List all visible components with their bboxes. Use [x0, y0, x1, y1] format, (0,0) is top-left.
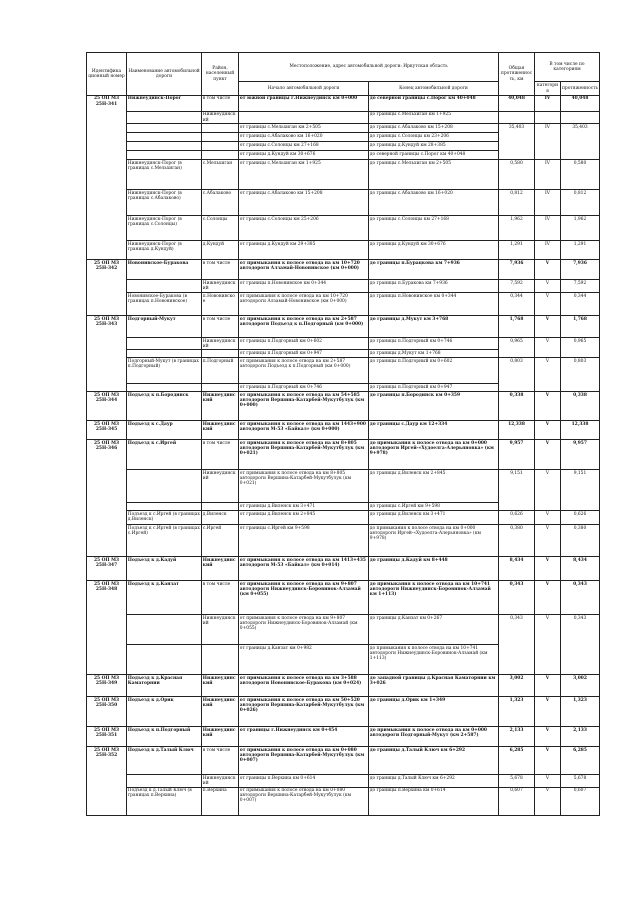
- road-category: V: [535, 557, 561, 581]
- road-start: от примыкания к полосе отвода на км 54+585 автодороги Вершина-Катарбей-Мукутбулук (км 0+000): [239, 392, 369, 421]
- road-name: Подъезд к п.Подгорный: [127, 727, 202, 747]
- road-start: от границы с.Мельхиган км 1+925: [239, 160, 369, 190]
- road-extent: 0,343: [561, 581, 600, 615]
- road-category: V: [535, 260, 561, 280]
- road-start: [239, 112, 369, 124]
- road-end: до границы п.Новонивское км 0+344: [369, 293, 499, 316]
- road-end: до границы п.Верхина км 0+614: [369, 787, 499, 815]
- road-name: Подъезд к д.Канзат: [127, 581, 202, 615]
- table-row: [87, 260, 600, 280]
- table-row: [87, 697, 600, 727]
- table-row: [87, 470, 600, 503]
- road-end: до границы д.Мукут км 1+768: [369, 350, 499, 358]
- road-end: до границы д.Кадуй км 8+448: [369, 557, 499, 581]
- road-length: 1,291: [499, 241, 535, 260]
- road-name: Нижнеудинск-Порог: [127, 96, 202, 112]
- road-area: [202, 384, 239, 392]
- road-extent: 35,403: [561, 124, 600, 160]
- road-start: от примыкания к полосе отвода на км 0+080 автодороги Вершина-Катарбей-Мукутбулук (км 0+007): [239, 787, 369, 815]
- road-length: 0,343: [499, 615, 535, 675]
- road-length: 12,338: [499, 421, 535, 440]
- road-area: Нижнеудинский: [202, 470, 239, 503]
- table-row: [87, 787, 600, 815]
- road-start: от примыкания к полосе отвода на км 10+720 автодороги Алзамай-Новонивское (км 0+000): [239, 260, 369, 280]
- road-area: [202, 503, 239, 511]
- road-area: п.Подгорный: [202, 358, 239, 384]
- road-end: до границы с.Абалаково км 16+020: [369, 190, 499, 216]
- road-name: Подъезд к д.Кадуй: [127, 557, 202, 581]
- road-extent: 9,957: [561, 440, 600, 470]
- road-extent: 5,678: [561, 775, 600, 787]
- road-extent: 2,133: [561, 727, 600, 747]
- road-name: [127, 142, 202, 151]
- road-start: от границы с.Абалаково км 15+208: [239, 190, 369, 216]
- road-extent: 0,580: [561, 160, 600, 190]
- road-area: Нижнеудинский: [202, 775, 239, 787]
- road-extent: 0,626: [561, 511, 600, 525]
- header-ext: протяженность: [561, 82, 600, 96]
- road-area: в том числе: [202, 96, 239, 112]
- road-end: до границы д.Виленск км 2+845: [369, 470, 499, 503]
- road-name: [127, 645, 202, 675]
- table-row: [87, 440, 600, 470]
- road-end: до границы с.Даур км 12+334: [369, 421, 499, 440]
- table-row: [87, 112, 600, 124]
- table-row: [87, 525, 600, 557]
- road-end: до границы д.Виленск км 3+471: [369, 511, 499, 525]
- header-cat: категория: [535, 82, 561, 96]
- road-id: 25 ОП М3 25Н-341: [87, 96, 127, 260]
- table-row: [87, 124, 600, 133]
- road-area: Нижнеудинский: [202, 392, 239, 421]
- road-id: 25 ОП М3 25Н-346: [87, 440, 127, 557]
- road-area: [202, 124, 239, 133]
- road-extent: 12,338: [561, 421, 600, 440]
- road-area: Нижнеудинский: [202, 112, 239, 124]
- road-start: от границы д.Кундуй км 30+676: [239, 151, 369, 160]
- road-id: 25 ОП М3 25Н-345: [87, 421, 127, 440]
- road-area: Нижнеудинский: [202, 280, 239, 293]
- road-name: Подъезд к д.Талый Ключ (в границах п.Верхина): [127, 787, 202, 815]
- road-end: до границы п.Подгорный км 0+746: [369, 338, 499, 350]
- road-category: V: [535, 338, 561, 358]
- road-end: до границы д.Кундуй км 28+385: [369, 142, 499, 151]
- road-name: [127, 615, 202, 645]
- road-name: Подъезд к с.Даур: [127, 421, 202, 440]
- road-length: 0,343: [499, 581, 535, 615]
- road-length: 8,434: [499, 557, 535, 581]
- road-start: от границы п.Подгорный км 0+746: [239, 384, 369, 392]
- road-length: 7,592: [499, 280, 535, 293]
- table-row: [87, 160, 600, 190]
- road-id: 25 ОП М3 25Н-347: [87, 557, 127, 581]
- road-extent: 1,768: [561, 316, 600, 338]
- road-end: до западной границы д.Красная Каматорнии км 3+026: [369, 675, 499, 697]
- road-extent: 9,151: [561, 470, 600, 511]
- road-category: V: [535, 747, 561, 775]
- road-end: до границы с.Мельхиган км 2+505: [369, 160, 499, 190]
- road-name: [127, 503, 202, 511]
- road-length: 1,768: [499, 316, 535, 338]
- road-area: в том числе: [202, 581, 239, 615]
- table-row: [87, 557, 600, 581]
- road-end: до границы п.Буракова км 7+936: [369, 280, 499, 293]
- road-category: IV: [535, 190, 561, 216]
- header-area: Район, населенный пункт: [202, 53, 239, 96]
- road-id: 25 ОП М3 25Н-350: [87, 697, 127, 727]
- road-name: Подгорный-Мукут (в границах п.Подгорный): [127, 358, 202, 384]
- road-start: от границы п.Подгорный км 0+947: [239, 350, 369, 358]
- road-end: до границы д.Талый Ключ км 6+292: [369, 775, 499, 787]
- road-name: Подъезд к д.Талый Ключ: [127, 747, 202, 775]
- table-row: [87, 358, 600, 384]
- table-row: [87, 747, 600, 775]
- road-area: [202, 151, 239, 160]
- road-category: V: [535, 293, 561, 316]
- road-id: 25 ОП М3 25Н-348: [87, 581, 127, 675]
- header-location: Местоположение, адрес автомобильной дороги: Иркутская область: [239, 53, 499, 82]
- table-row: [87, 241, 600, 260]
- road-name: [127, 112, 202, 124]
- road-category: V: [535, 675, 561, 697]
- road-end: до примыкания к полосе отвода на км 0+000 автодороги Иргей-«Худоелга-Алерьяновка» (км 9+978): [369, 440, 499, 470]
- road-extent: 1,962: [561, 216, 600, 241]
- road-name: [127, 338, 202, 350]
- road-end: до границы п.Бородинск км 0+359: [369, 392, 499, 421]
- road-end: до границы с.Иргей км 9+598: [369, 503, 499, 511]
- road-extent: [561, 112, 600, 124]
- road-category: IV: [535, 241, 561, 260]
- table-row: [87, 190, 600, 216]
- road-extent: 0,338: [561, 392, 600, 421]
- road-category: V: [535, 421, 561, 440]
- road-name: [127, 280, 202, 293]
- road-category: V: [535, 615, 561, 675]
- road-area: Нижнеудинский: [202, 338, 239, 350]
- table-row: [87, 216, 600, 241]
- road-category: V: [535, 775, 561, 787]
- road-area: [202, 133, 239, 142]
- road-end: до северной границы с.Порог км 40+048: [369, 151, 499, 160]
- road-length: [499, 112, 535, 124]
- road-extent: 7,936: [561, 260, 600, 280]
- table-row: [87, 727, 600, 747]
- road-area: д.Виленск: [202, 511, 239, 525]
- header-name: Наименование автомобильной дороги: [127, 53, 202, 96]
- road-end: до границы с.Мельхиган км 1+925: [369, 112, 499, 124]
- road-extent: 0,607: [561, 787, 600, 815]
- road-start: от примыкания к полосе отвода на км 2+587 автодороги Подъезд к п.Подгорный (км 0+000): [239, 358, 369, 384]
- road-id: 25 ОП М3 25Н-352: [87, 747, 127, 815]
- road-start: от примыкания к полосе отвода на км 50+520 автодороги Вершина-Катарбей-Мукутбулук (км 0+026): [239, 697, 369, 727]
- road-extent: 7,592: [561, 280, 600, 293]
- road-area: Нижнеудинский: [202, 727, 239, 747]
- header-incl: В том числе по категориям: [535, 53, 600, 82]
- table-row: [87, 392, 600, 421]
- road-extent: 40,048: [561, 96, 600, 112]
- road-start: от границы д.Виленск км 3+471: [239, 503, 369, 511]
- road-length: 9,151: [499, 470, 535, 511]
- road-id: 25 ОП М3 25Н-349: [87, 675, 127, 697]
- road-end: до примыкания к полосе отвода на км 10+741 автодороги Нижнеудинск-Боровинок-Алзамай км 1+113): [369, 581, 499, 615]
- road-area: Нижнеудинский: [202, 675, 239, 697]
- road-start: от примыкания к полосе отвода на км 1413+435 автодороги М-53 «Байкал» (км 0+014): [239, 557, 369, 581]
- table-row: [87, 316, 600, 338]
- road-area: в том числе: [202, 440, 239, 470]
- road-start: от южной границы г.Нижнеудинск км 0+000: [239, 96, 369, 112]
- road-category: V: [535, 581, 561, 615]
- road-start: от границы п.Подгорный км 0+602: [239, 338, 369, 350]
- table-row: [87, 615, 600, 645]
- road-id: 25 ОП М3 25Н-344: [87, 392, 127, 421]
- road-start: от примыкания к полосе отвода на км 3+588 автодороги Новонивское-Буракова (км 0+024): [239, 675, 369, 697]
- road-area: д.Кундуй: [202, 241, 239, 260]
- road-category: V: [535, 440, 561, 470]
- road-category: IV: [535, 96, 561, 112]
- road-end: до границы п.Бурацкова км 7+936: [369, 260, 499, 280]
- road-length: 0,812: [499, 190, 535, 216]
- road-area: Нижнеудинский: [202, 697, 239, 727]
- table-row: [87, 293, 600, 316]
- road-start: от примыкания к полосе отвода на км 0+080 автодороги Вершина-Катарбей-Мукутбулук (км 0+007): [239, 747, 369, 775]
- road-area: в том числе: [202, 260, 239, 280]
- header-id: Идентифика ционный номер: [87, 53, 127, 96]
- road-extent: 0,803: [561, 358, 600, 392]
- road-end: до границы д.Канзат км 0+267: [369, 615, 499, 645]
- road-length: 2,133: [499, 727, 535, 747]
- road-category: V: [535, 358, 561, 392]
- road-category: V: [535, 511, 561, 525]
- table-row: [87, 581, 600, 615]
- road-category: V: [535, 392, 561, 421]
- road-length: 0,580: [499, 160, 535, 190]
- road-start: от примыкания к полосе отвода на км 8+805 автодороги Вершина-Катарбей-Мукутбулук (км 0+021): [239, 440, 369, 470]
- road-end: до границы д.Мукут км 3+768: [369, 316, 499, 338]
- road-length: 3,002: [499, 675, 535, 697]
- road-start: от границы д.Кундуй км 29+385: [239, 241, 369, 260]
- road-id: 25 ОП М3 25Н-351: [87, 727, 127, 747]
- road-name: Нижнеудинск-Порог (в границах с.Мельхиган): [127, 160, 202, 190]
- road-id: 25 ОП М3 25Н-343: [87, 316, 127, 392]
- road-name: Подъезд к с.Иргей: [127, 440, 202, 470]
- road-end: до границы с.Солонцы км 23+206: [369, 133, 499, 142]
- road-name: Новонивское-Буракова: [127, 260, 202, 280]
- road-category: V: [535, 525, 561, 557]
- road-end: до границы д.Талый Ключ км 6+292: [369, 747, 499, 775]
- road-category: [535, 112, 561, 124]
- road-start: от границы с.Солонцы км 25+206: [239, 216, 369, 241]
- table-row: [87, 96, 600, 112]
- road-area: в том числе: [202, 316, 239, 338]
- road-extent: 0,965: [561, 338, 600, 358]
- road-category: IV: [535, 124, 561, 160]
- road-start: от границы с.Мельхиган км 2+505: [239, 124, 369, 133]
- road-start: от границы с.Абалаково км 16+020: [239, 133, 369, 142]
- road-extent: 8,434: [561, 557, 600, 581]
- road-end: до границы д.Орик км 1+349: [369, 697, 499, 727]
- road-category: V: [535, 727, 561, 747]
- road-start: от границы д.Виленск км 2+845: [239, 511, 369, 525]
- road-name: [127, 350, 202, 358]
- road-name: Подгорный-Мукут: [127, 316, 202, 338]
- road-name: Подъезд к д.Красная Каматорнии: [127, 675, 202, 697]
- road-name: Подъезд к п.Бородинск: [127, 392, 202, 421]
- road-name: Нижнеудинск-Порог (в границах д.Кундуй): [127, 241, 202, 260]
- road-name: [127, 151, 202, 160]
- road-area: Нижнеудинский: [202, 615, 239, 645]
- road-area: [202, 645, 239, 675]
- road-length: 5,678: [499, 775, 535, 787]
- road-area: с.Абалаково: [202, 190, 239, 216]
- table-row: [87, 421, 600, 440]
- road-name: [127, 384, 202, 392]
- road-category: IV: [535, 160, 561, 190]
- road-end: до границы с.Солонцы км 27+168: [369, 216, 499, 241]
- road-length: 1,323: [499, 697, 535, 727]
- road-category: V: [535, 787, 561, 815]
- road-name: [127, 124, 202, 133]
- road-extent: 0,812: [561, 190, 600, 216]
- road-area: с.Иргей: [202, 525, 239, 557]
- road-start: от примыкания к полосе отвода на км 2+587 автодороги Подъезд к п.Подгорный (км 0+000): [239, 316, 369, 338]
- road-start: от границы д.Канзат км 0+982: [239, 645, 369, 675]
- road-extent: 0,343: [561, 615, 600, 675]
- road-start: от примыкания к полосе отвода на км 9+807 автодороги Нижнеудинск-Боровинок-Алзамай (км 0+055): [239, 581, 369, 615]
- road-end: до границы п.Подгорный км 0+947: [369, 384, 499, 392]
- road-category: V: [535, 280, 561, 293]
- table-row: [87, 280, 600, 293]
- road-area: Нижнеудинский: [202, 421, 239, 440]
- road-start: от границы с.Солонцы км 27+168: [239, 142, 369, 151]
- road-length: 9,957: [499, 440, 535, 470]
- road-category: V: [535, 316, 561, 338]
- road-length: 1,962: [499, 216, 535, 241]
- road-length: 6,285: [499, 747, 535, 775]
- road-name: Подъезд к с.Иргей (в границах д.Виленск): [127, 511, 202, 525]
- road-end: до северной границы с.Порог км 40+048: [369, 96, 499, 112]
- road-length: 0,338: [499, 392, 535, 421]
- road-area: в том числе: [202, 747, 239, 775]
- road-name: [127, 133, 202, 142]
- road-end: до границы п.Подгорный км 0+602: [369, 358, 499, 384]
- road-start: от границы п.Верхина км 0+614: [239, 775, 369, 787]
- road-area: с.Мельхиган: [202, 160, 239, 190]
- road-id: 25 ОП М3 25Н-342: [87, 260, 127, 316]
- road-registry-table: [86, 52, 600, 816]
- table-row: [87, 511, 600, 525]
- road-length: 35,403: [499, 124, 535, 160]
- road-category: IV: [535, 216, 561, 241]
- road-area: Нижнеудинский: [202, 557, 239, 581]
- road-name: Новонивское-Буракова (в границах п.Новонивское): [127, 293, 202, 316]
- header-end: Конец автомобильной дороги: [369, 82, 499, 96]
- header-length: Общая протяженность, км: [499, 53, 535, 96]
- road-extent: 0,344: [561, 293, 600, 316]
- road-category: V: [535, 470, 561, 511]
- road-length: 40,048: [499, 96, 535, 112]
- road-extent: 6,285: [561, 747, 600, 775]
- table-row: [87, 775, 600, 787]
- road-end: до примыкания к полосе отвода на км 0+000 автодороги Подгорный-Мукут (км 2+587): [369, 727, 499, 747]
- road-extent: 3,002: [561, 675, 600, 697]
- road-category: V: [535, 697, 561, 727]
- table-row: [87, 675, 600, 697]
- road-length: 0,607: [499, 787, 535, 815]
- road-start: от границы г.Нижнеудинск км 0+454: [239, 727, 369, 747]
- road-name: Подъезд к с.Иргей (в границах с.Иргей): [127, 525, 202, 557]
- road-start: от примыкания к полосе отвода на км 10+720 автодороги Алзамай-Новонивское (км 0+000): [239, 293, 369, 316]
- road-name: Нижнеудинск-Порог (в границах с.Абалаково): [127, 190, 202, 216]
- road-length: 0,380: [499, 525, 535, 557]
- table-row: [87, 338, 600, 350]
- road-area: [202, 350, 239, 358]
- road-start: от границы с.Иргей км 9+598: [239, 525, 369, 557]
- road-length: 0,803: [499, 358, 535, 392]
- road-start: от примыкания к полосе отвода на км 9+807 автодороги Нижнеудинск-Боровинок-Алзамай (км 0+055): [239, 615, 369, 645]
- road-length: 0,344: [499, 293, 535, 316]
- road-extent: 1,323: [561, 697, 600, 727]
- road-area: п.Верхина: [202, 787, 239, 815]
- road-area: [202, 142, 239, 151]
- road-end: до границы с.Абалаково км 15+208: [369, 124, 499, 133]
- road-name: Нижнеудинск-Порог (в границах с.Солонцы): [127, 216, 202, 241]
- road-start: от примыкания к полосе отвода на км 1443+900 автодороги М-53 «Байкал» (км 0+000): [239, 421, 369, 440]
- road-end: до примыкания к полосе отвода на км 0+000 автодороги Иргей-«Худоелга-Алерьяновка» (км 9+978): [369, 525, 499, 557]
- road-length: 0,965: [499, 338, 535, 358]
- road-extent: 0,380: [561, 525, 600, 557]
- road-start: от границы п.Новонивское км 0+344: [239, 280, 369, 293]
- table-body: [87, 96, 600, 816]
- road-name: [127, 775, 202, 787]
- header-start: Начало автомобильной дороги: [239, 82, 369, 96]
- road-start: от примыкания к полосе отвода на км 8+805 автодороги Вершина-Катарбей-Мукутбулук (км 0+021): [239, 470, 369, 503]
- road-area: с.Солонцы: [202, 216, 239, 241]
- road-name: [127, 470, 202, 503]
- road-extent: 1,291: [561, 241, 600, 260]
- road-length: 0,626: [499, 511, 535, 525]
- road-end: до границы д.Кундуй км 30+676: [369, 241, 499, 260]
- road-name: Подъезд к д.Орик: [127, 697, 202, 727]
- road-end: до примыкания к полосе отвода на км 10+741 автодороги Нижнеудинск-Боровинок-Алзамай (км 1+113): [369, 645, 499, 675]
- road-area: п.Новонивское: [202, 293, 239, 316]
- road-length: 7,936: [499, 260, 535, 280]
- table-header: [87, 53, 600, 96]
